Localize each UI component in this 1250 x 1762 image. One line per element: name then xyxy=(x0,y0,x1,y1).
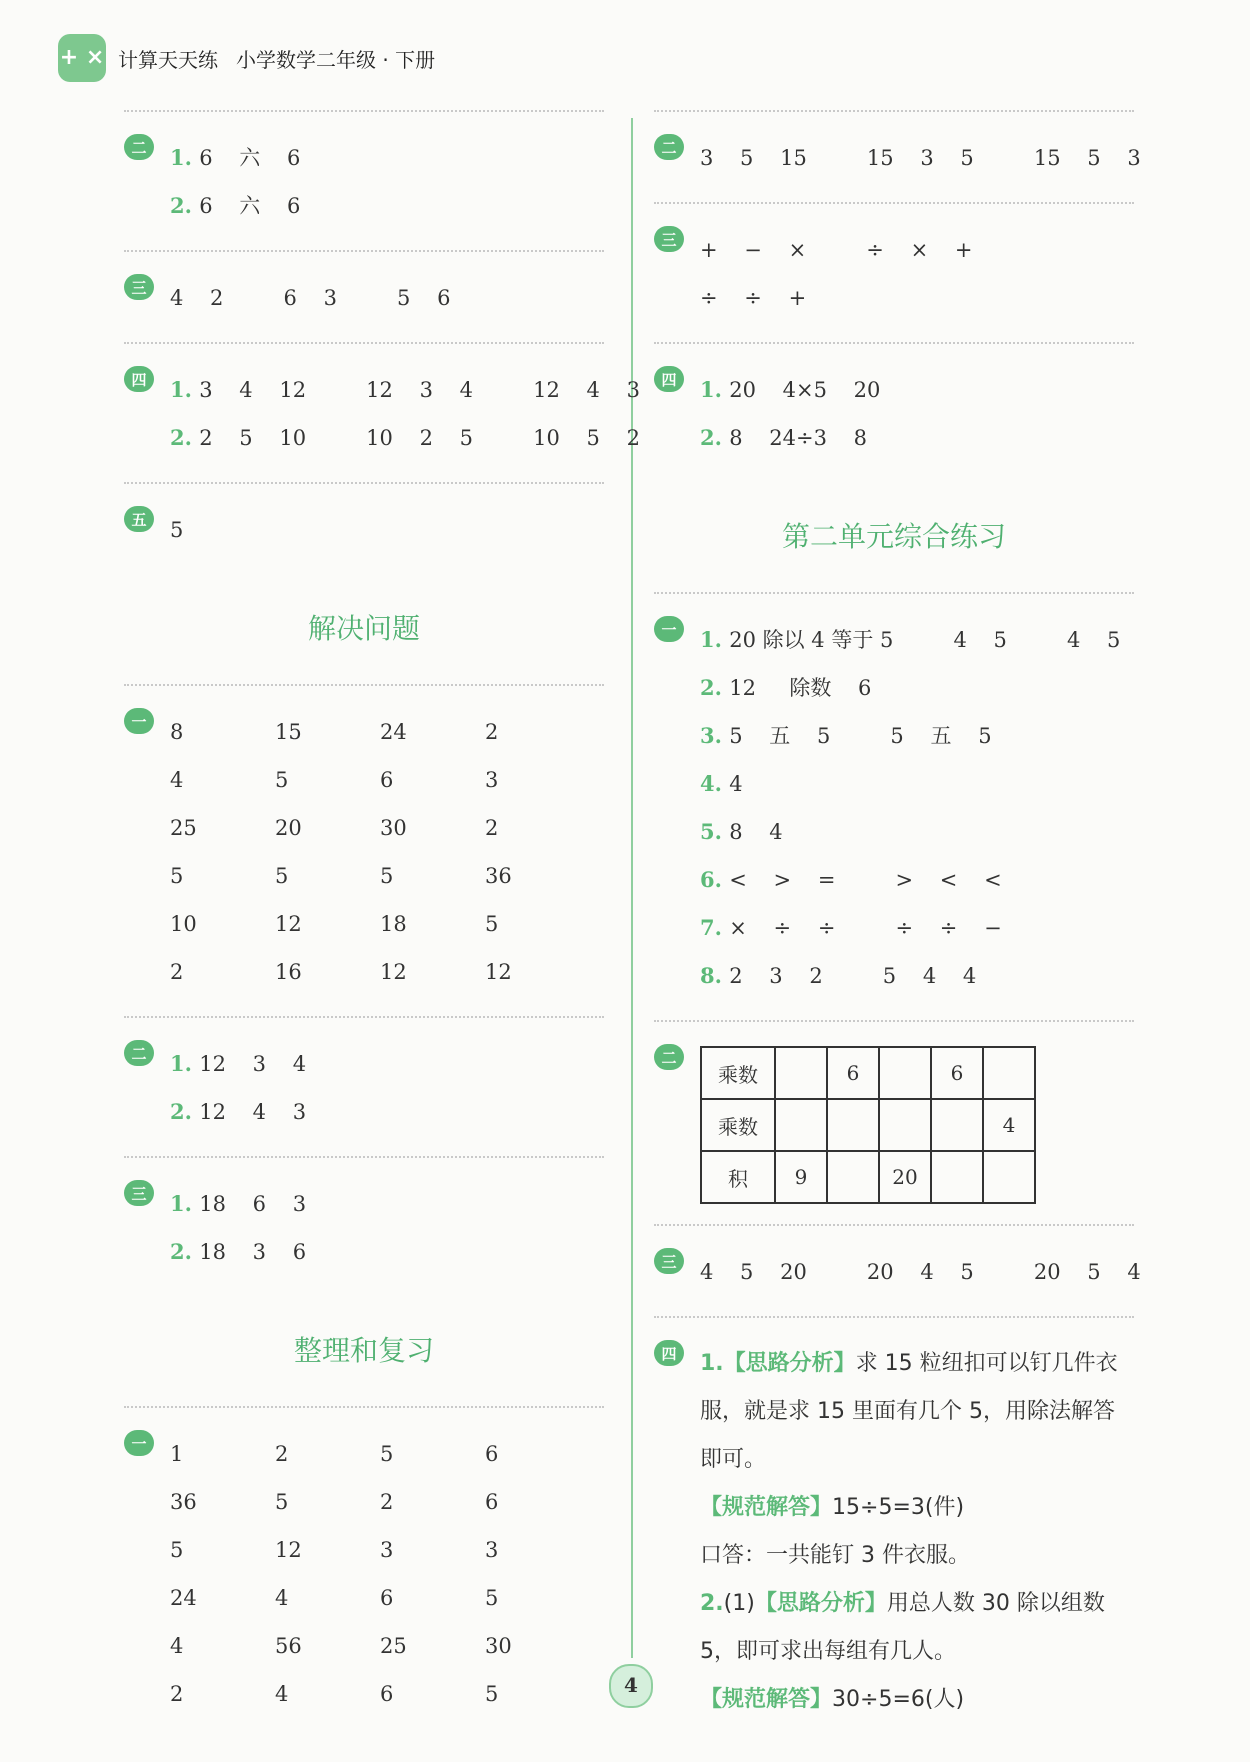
answer-line: 3. 5 五 5 5 五 5 xyxy=(700,723,992,748)
section-heading: 整理和复习 xyxy=(293,1334,434,1367)
answer-line: 7. × ÷ ÷ ÷ ÷ − xyxy=(700,915,1002,940)
section-badge: 一 xyxy=(124,1430,154,1456)
section-badge: 二 xyxy=(124,1040,154,1066)
answer-section xyxy=(124,252,604,342)
answer-section xyxy=(124,1158,604,1296)
section-badge: 三 xyxy=(654,226,684,252)
answer-line: 2. 12 除数 6 xyxy=(700,675,872,700)
answer-line: 6. < > = > < < xyxy=(700,867,1002,892)
table-row: 积 9 20 xyxy=(701,1151,1035,1203)
section-badge: 四 xyxy=(124,366,154,392)
table-row: 乘数 6 6 xyxy=(701,1047,1035,1099)
solution-paragraph: 1.【思路分析】求 15 粒纽扣可以钉几件衣服，就是求 15 里面有几个 5，用除法解答即可。 xyxy=(700,1351,1118,1472)
answer-line: 4. 4 xyxy=(700,771,743,796)
oral-answer: 口答：一共能钉 3 件衣服。 xyxy=(700,1543,970,1568)
solution-answer: 【规范解答】15÷5=3(件) xyxy=(700,1495,965,1520)
section-badge: 四 xyxy=(654,366,684,392)
grade-title: 小学数学二年级 · 下册 xyxy=(236,47,436,72)
answer-grid: 1 2 5 6 36 5 2 6 5 12 3 3 24 4 6 5 4 56 25 30 2 4 6 5 xyxy=(170,1442,512,1706)
answer-section xyxy=(654,112,1141,202)
answer-section xyxy=(654,204,1134,342)
answer-line: 5. 8 4 xyxy=(700,819,783,844)
solution-answer: 【规范解答】30÷5=6(人) xyxy=(700,1687,965,1712)
answer-line: 5 xyxy=(170,518,184,542)
answer-section xyxy=(654,1022,1134,1224)
answer-line: 8. 2 3 2 5 4 4 xyxy=(700,963,977,988)
answer-line: 4 5 20 20 4 5 20 5 4 xyxy=(700,1260,1141,1284)
answer-grid: 8 15 24 2 4 5 6 3 25 20 30 2 5 5 5 36 10 12 18 5 2 16 12 12 xyxy=(170,720,512,984)
answer-line: 1. 6 六 6 xyxy=(170,145,301,170)
answer-section xyxy=(124,1018,604,1156)
answer-line: + − × ÷ × + xyxy=(700,238,973,262)
answer-line: 2. 8 24÷3 8 xyxy=(700,425,868,450)
section-badge: 二 xyxy=(654,1044,684,1070)
answer-line: 1. 3 4 12 12 3 4 12 4 3 xyxy=(170,377,640,402)
solution-paragraph: 2.(1)【思路分析】用总人数 30 除以组数 5，即可求出每组有几人。 xyxy=(700,1591,1105,1664)
answer-line: 3 5 15 15 3 5 15 5 3 xyxy=(700,146,1141,170)
answer-section xyxy=(124,344,640,482)
section-badge: 三 xyxy=(124,1180,154,1206)
book-logo-icon: + × xyxy=(58,34,106,82)
section-badge: 三 xyxy=(654,1248,684,1274)
table-row: 乘数 4 xyxy=(701,1099,1035,1151)
section-badge: 二 xyxy=(654,134,684,160)
right-column xyxy=(654,110,1141,1744)
answer-line: 2. 2 5 10 10 2 5 10 5 2 xyxy=(170,425,640,450)
left-column xyxy=(124,110,640,1738)
section-heading: 第二单元综合练习 xyxy=(781,520,1006,553)
answer-line: 1. 18 6 3 xyxy=(170,1191,307,1216)
answer-line: 2. 12 4 3 xyxy=(170,1099,307,1124)
section-badge: 一 xyxy=(124,708,154,734)
answer-line: 2. 18 3 6 xyxy=(170,1239,307,1264)
answer-line: ÷ ÷ + xyxy=(700,286,807,310)
book-title xyxy=(118,44,453,73)
answer-section xyxy=(654,594,1134,1020)
page-header xyxy=(58,32,453,84)
answer-section xyxy=(654,1318,1134,1744)
section-badge: 三 xyxy=(124,274,154,300)
section-heading: 解决问题 xyxy=(307,612,420,645)
multiplication-table xyxy=(700,1046,1036,1204)
section-badge: 一 xyxy=(654,616,684,642)
section-badge: 五 xyxy=(124,506,154,532)
answer-section xyxy=(124,484,604,574)
section-badge: 二 xyxy=(124,134,154,160)
page-number: 4 xyxy=(609,1664,653,1708)
answer-line: 1. 12 3 4 xyxy=(170,1051,307,1076)
answer-section xyxy=(124,112,604,250)
answer-section xyxy=(654,344,1134,482)
answer-line: 1. 20 除以 4 等于 5 4 5 4 5 xyxy=(700,627,1121,652)
answer-line: 4 2 6 3 5 6 xyxy=(170,286,451,310)
answer-section xyxy=(124,1408,604,1738)
section-badge: 四 xyxy=(654,1340,684,1366)
answer-line: 1. 20 4×5 20 xyxy=(700,377,881,402)
column-divider xyxy=(631,118,633,1658)
answer-section xyxy=(124,686,604,1016)
answer-section xyxy=(654,1226,1141,1316)
series-title: 计算天天练 xyxy=(118,47,218,72)
answer-line: 2. 6 六 6 xyxy=(170,193,301,218)
